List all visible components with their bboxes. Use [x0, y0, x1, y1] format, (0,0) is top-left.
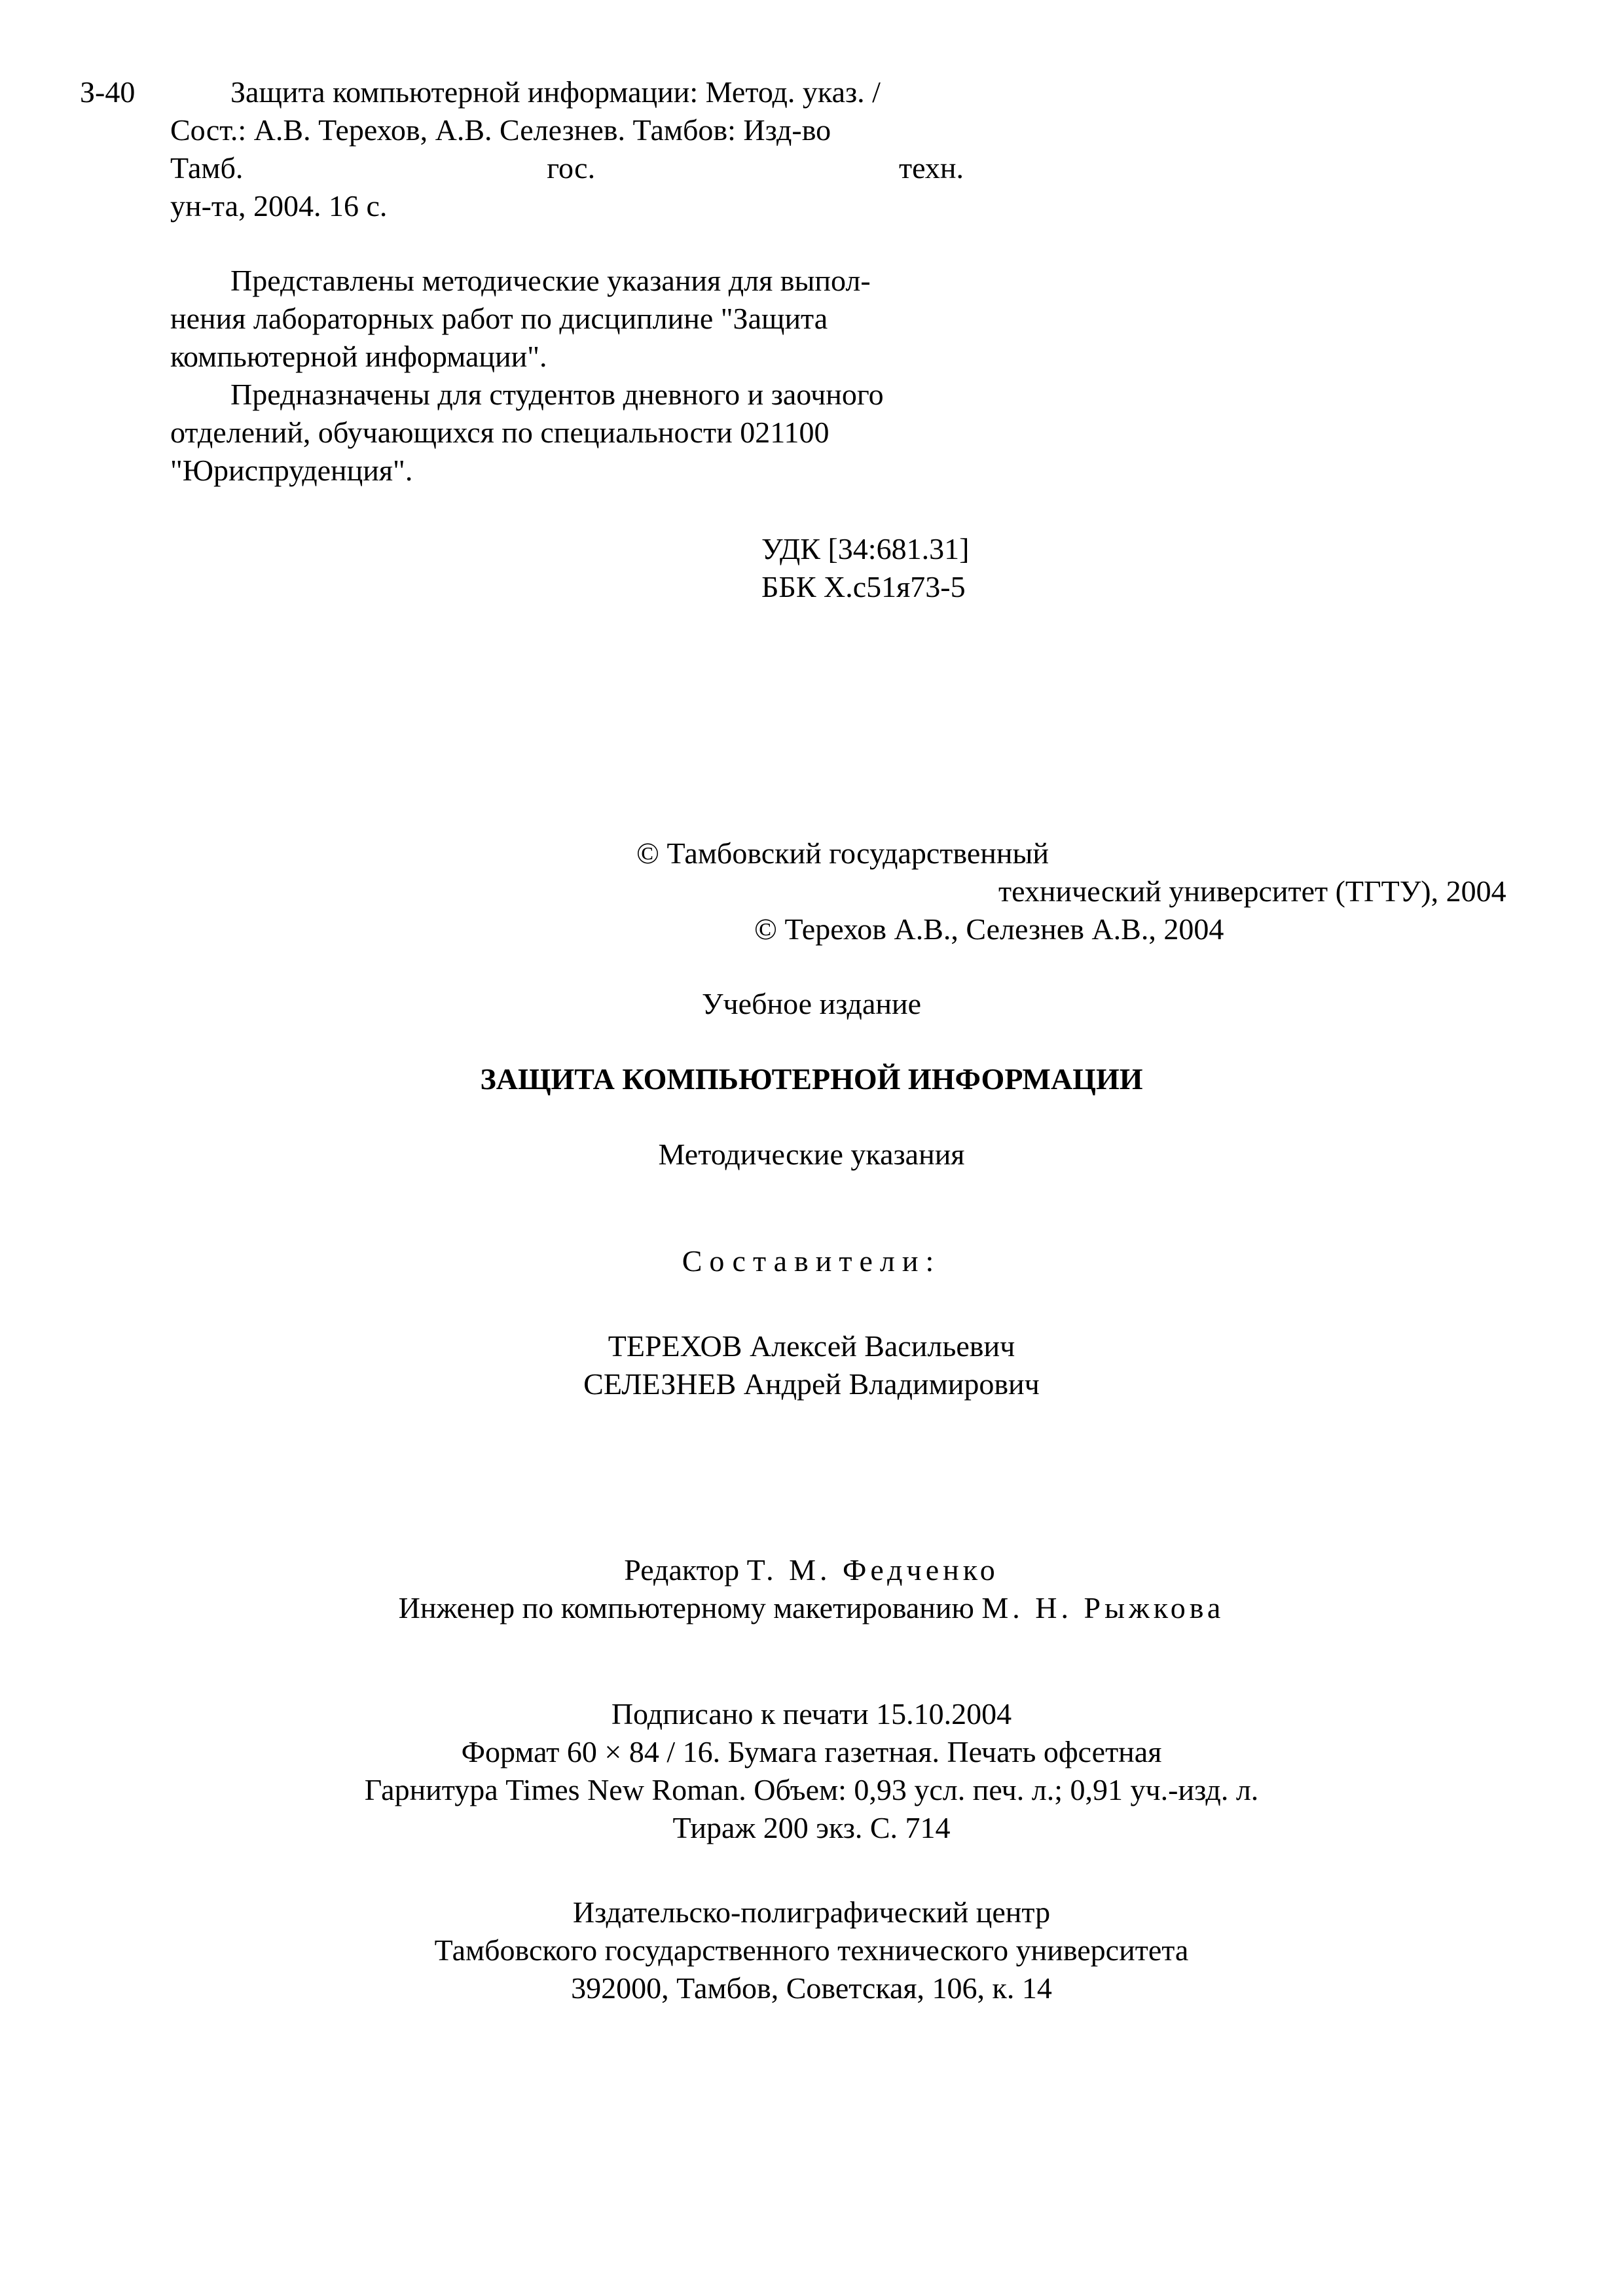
compilers-label: Составители:: [682, 1244, 941, 1278]
publisher-line-2: Тамбовского государственного технического университета: [434, 1933, 1189, 1967]
annotation-p2-line-2-text: отделений, обучающихся по специальности 021100: [170, 416, 830, 449]
annotation-p1-line-2-text: нения лабораторных работ по дисциплине "Защита: [170, 302, 828, 335]
publisher-line-3: 392000, Тамбов, Советская, 106, к. 14: [571, 1971, 1052, 2005]
annotation-p2-line-3-text: "Юриспруденция".: [170, 454, 413, 487]
copyright-line-3: © Терехов А.В., Селезнев А.В., 2004: [754, 912, 1224, 946]
annotation-p1-line-3: [170, 338, 964, 376]
bbk-code: ББК Х.с51я73-5: [761, 570, 966, 603]
bibliography-line-1: [230, 73, 964, 111]
udk-code: УДК [34:681.31]: [761, 532, 970, 565]
bibliography-code: З-40: [80, 75, 136, 109]
bibliography-line-4: [170, 187, 964, 225]
bibliography-line-2: [170, 111, 964, 149]
annotation-p2-line-2: [170, 414, 964, 452]
layout-engineer-label: Инженер по компьютерному макетированию: [398, 1591, 974, 1624]
bibliography-line-4-text: ун-та, 2004. 16 с.: [170, 189, 388, 223]
annotation-p2-line-3: [170, 452, 964, 490]
bibliography-line-3-part-3: техн.: [898, 151, 964, 185]
bibliography-line-1-text: Защита компьютерной информации: Метод. указ. /: [230, 75, 881, 109]
book-subtitle: Методические указания: [658, 1138, 965, 1171]
annotation: [170, 262, 964, 490]
publisher-line-1: Издательско-полиграфический центр: [572, 1895, 1051, 1929]
copyright-line-2: технический университет (ТГТУ), 2004: [998, 874, 1506, 908]
layout-engineer-line: [0, 1589, 1623, 1627]
annotation-p1-line-2: [170, 300, 964, 338]
bibliography-line-3-part-2: гос.: [547, 151, 596, 185]
imprint-typeface: Гарнитура Times New Roman. Объем: 0,93 усл. печ. л.; 0,91 уч.-изд. л.: [364, 1773, 1259, 1806]
annotation-p2-line-1-text: Предназначены для студентов дневного и заочного: [230, 378, 884, 411]
annotation-p1-line-3-text: компьютерной информации".: [170, 340, 547, 373]
imprint-signed: Подписано к печати 15.10.2004: [611, 1697, 1012, 1731]
annotation-p1-line-1-text: Представлены методические указания для выпол-: [230, 264, 871, 297]
annotation-p2-line-1: [170, 376, 964, 414]
bibliography-line-2-text: Сост.: А.В. Терехов, А.В. Селезнев. Тамбов: Изд-во: [170, 113, 831, 147]
editor-label: Редактор: [624, 1553, 740, 1587]
editor-line: [0, 1551, 1623, 1589]
editor-name: Т. М. Федченко: [746, 1553, 999, 1587]
imprint-format: Формат 60 × 84 / 16. Бумага газетная. Печать офсетная: [461, 1735, 1162, 1768]
annotation-p1-line-1: [170, 262, 964, 300]
layout-engineer-name: М. Н. Рыжкова: [981, 1591, 1225, 1624]
bibliography-block: [170, 73, 964, 225]
imprint-run: Тираж 200 экз. С. 714: [672, 1811, 951, 1844]
bibliography-line-3: [170, 149, 964, 187]
book-title: ЗАЩИТА КОМПЬЮТЕРНОЙ ИНФОРМАЦИИ: [480, 1062, 1143, 1096]
bibliography-line-3-part-1: Тамб.: [170, 151, 244, 185]
compiler-1: ТЕРЕХОВ Алексей Васильевич: [608, 1329, 1015, 1363]
edition-type: Учебное издание: [701, 987, 922, 1020]
compiler-2: СЕЛЕЗНЕВ Андрей Владимирович: [583, 1367, 1040, 1401]
copyright-line-1: © Тамбовский государственный: [636, 836, 1049, 870]
